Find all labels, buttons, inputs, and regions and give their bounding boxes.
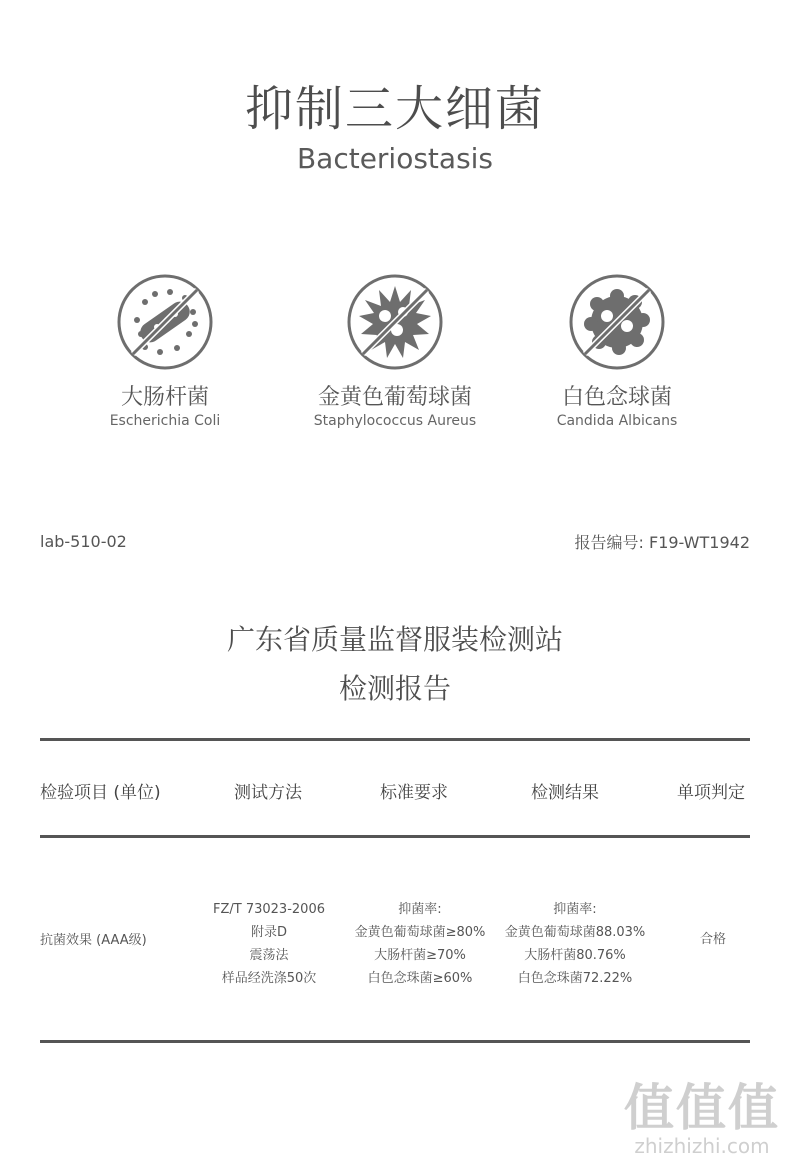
watermark-logo: 值值值 [624, 1079, 780, 1137]
method-line: 附录D [250, 925, 287, 940]
bacteria-en-name: Staphylococcus Aureus [313, 413, 477, 429]
page-subtitle: Bacteriostasis [296, 142, 494, 175]
report-number: 报告编号: F19-WT1942 [574, 533, 750, 552]
rod-bacteria-prohibited-icon [115, 272, 215, 372]
method-line: FZ/T 73023-2006 [213, 902, 325, 917]
watermark-url: zhizhizhi.com [634, 1134, 770, 1158]
result-line: 大肠杆菌80.76% [524, 948, 626, 963]
bacteria-en-name: Escherichia Coli [109, 413, 221, 429]
table-header-verdict: 单项判定 [677, 783, 745, 803]
organization-name: 广东省质量监督服装检测站 [226, 623, 563, 656]
table-header-item: 检验项目 (单位) [40, 783, 161, 803]
table-cell-item: 抗菌效果 (AAA级) [40, 933, 147, 948]
table-cell-requirement [345, 898, 495, 990]
table-header-result: 检测结果 [531, 783, 599, 803]
result-line: 抑菌率: [553, 902, 597, 917]
bacteria-item-staph [270, 272, 520, 429]
spiky-cocci-prohibited-icon [345, 272, 445, 372]
bacteria-cn-name: 白色念球菌 [561, 385, 672, 410]
table-header-method: 测试方法 [234, 783, 302, 803]
table-header-requirement: 标准要求 [380, 783, 448, 803]
result-line: 金黄色葡萄球菌88.03% [504, 925, 646, 940]
requirement-line: 白色念珠菌≥60% [367, 971, 473, 986]
bacteria-item-candida [492, 272, 742, 429]
table-bottom-rule [40, 1040, 750, 1043]
requirement-line: 金黄色葡萄球菌≥80% [354, 925, 486, 940]
bacteria-en-name: Candida Albicans [556, 413, 678, 429]
method-line: 样品经洗涤50次 [221, 971, 317, 986]
bacteria-item-ecoli [40, 272, 290, 429]
requirement-line: 抑菌率: [398, 902, 442, 917]
result-line: 白色念珠菌72.22% [517, 971, 633, 986]
method-line: 震荡法 [249, 948, 289, 963]
table-cell-verdict: 合格 [699, 932, 726, 947]
lab-code: lab-510-02 [40, 532, 127, 551]
report-title: 检测报告 [338, 672, 451, 705]
table-header-rule [40, 835, 750, 838]
bacteria-cn-name: 金黄色葡萄球菌 [317, 385, 472, 410]
requirement-line: 大肠杆菌≥70% [374, 948, 466, 963]
table-top-rule [40, 738, 750, 741]
watermark [624, 1068, 780, 1158]
bacteria-cn-name: 大肠杆菌 [120, 385, 209, 410]
round-fungus-prohibited-icon [567, 272, 667, 372]
table-cell-method [199, 898, 339, 990]
page-title: 抑制三大细菌 [244, 81, 545, 137]
table-cell-result [495, 898, 655, 990]
